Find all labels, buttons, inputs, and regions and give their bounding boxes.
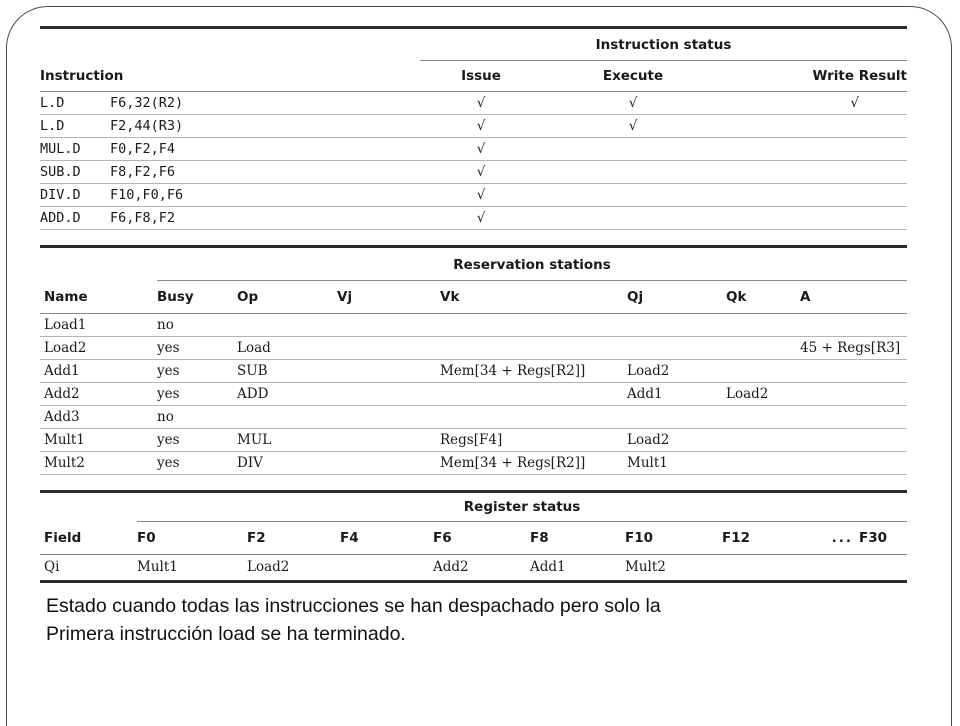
instruction-row <box>40 161 907 184</box>
rs-busy-cell: yes <box>157 337 237 360</box>
execute-check: √ <box>542 115 724 138</box>
instruction-row <box>40 184 907 207</box>
register-header-f8: F8 <box>530 522 625 555</box>
register-qi-cell: Mult2 <box>625 559 666 575</box>
col-header-qj: Qj <box>627 281 726 314</box>
register-header-f6: F6 <box>433 522 530 555</box>
write-check <box>724 207 907 230</box>
register-header-f12: F12 <box>722 522 812 555</box>
rs-a-cell <box>800 360 907 383</box>
rs-qj-cell <box>627 406 726 429</box>
instruction-operands: F10,F0,F6 <box>110 187 184 203</box>
register-qi-label: Qi <box>44 559 60 575</box>
instruction-row <box>40 207 907 230</box>
rs-op-cell <box>237 314 337 337</box>
rs-vk-cell <box>440 337 627 360</box>
rs-vj-cell <box>337 406 440 429</box>
issue-check: √ <box>420 184 542 207</box>
instruction-status-title: Instruction status <box>420 30 907 61</box>
reservation-station-row <box>40 314 907 337</box>
rs-op-cell: Load <box>237 337 337 360</box>
register-qi-cell <box>859 555 907 580</box>
rs-op-cell: SUB <box>237 360 337 383</box>
caption-line-1: Estado cuando todas las instrucciones se han despachado pero solo la <box>46 595 661 617</box>
instruction-row <box>40 92 907 115</box>
register-status-title: Register status <box>137 493 907 522</box>
rs-op-cell: DIV <box>237 452 337 475</box>
register-header-f2: F2 <box>247 522 340 555</box>
rs-name-cell: Mult2 <box>40 452 157 475</box>
rs-busy-cell: no <box>157 314 237 337</box>
register-header-f10: F10 <box>625 522 722 555</box>
register-qi-cell: Add2 <box>433 559 469 575</box>
write-check <box>724 115 907 138</box>
reservation-station-row <box>40 452 907 475</box>
rs-busy-cell: yes <box>157 360 237 383</box>
register-qi-cell: Mult1 <box>137 559 178 575</box>
col-header-instruction: Instruction <box>40 61 420 92</box>
rs-qk-cell <box>726 337 800 360</box>
col-header-write-result: Write Result <box>724 61 907 92</box>
rs-qk-cell <box>726 360 800 383</box>
instruction-cell <box>40 184 420 207</box>
col-header-op: Op <box>237 281 337 314</box>
rs-qk-cell <box>726 314 800 337</box>
reservation-station-row <box>40 337 907 360</box>
rs-a-cell <box>800 452 907 475</box>
instruction-opcode: L.D <box>40 95 65 111</box>
register-status-bottom-rule <box>40 580 907 583</box>
instruction-opcode: SUB.D <box>40 164 81 180</box>
register-qi-row <box>40 555 907 580</box>
reservation-stations-title: Reservation stations <box>157 250 907 281</box>
register-status-body <box>40 555 907 580</box>
rs-qk-cell: Load2 <box>726 383 800 406</box>
rs-qj-cell <box>627 314 726 337</box>
register-status-table <box>40 493 907 579</box>
register-qi-cell: Add1 <box>530 559 566 575</box>
register-qi-cell <box>722 555 812 580</box>
instruction-operands: F0,F2,F4 <box>110 141 176 157</box>
col-header-qk: Qk <box>726 281 800 314</box>
rs-qj-cell: Load2 <box>627 360 726 383</box>
rs-name-cell: Load1 <box>40 314 157 337</box>
execute-check <box>542 161 724 184</box>
rs-qj-cell: Add1 <box>627 383 726 406</box>
col-header-vk: Vk <box>440 281 627 314</box>
write-check <box>724 138 907 161</box>
rs-vk-cell <box>440 383 627 406</box>
rs-a-cell <box>800 314 907 337</box>
reservation-station-row <box>40 360 907 383</box>
col-header-name: Name <box>40 281 157 314</box>
rs-vk-cell: Mem[34 + Regs[R2]] <box>440 452 627 475</box>
rs-qj-cell: Load2 <box>627 429 726 452</box>
col-header-issue: Issue <box>420 61 542 92</box>
instruction-opcode: DIV.D <box>40 187 81 203</box>
register-header-f30: F30 <box>859 522 907 555</box>
write-check: √ <box>724 92 907 115</box>
instruction-row <box>40 138 907 161</box>
rs-name-cell: Add3 <box>40 406 157 429</box>
reservation-station-row <box>40 429 907 452</box>
rs-qj-cell: Mult1 <box>627 452 726 475</box>
rs-vj-cell <box>337 314 440 337</box>
col-header-vj: Vj <box>337 281 440 314</box>
reservation-stations-body <box>40 314 907 475</box>
instruction-opcode: ADD.D <box>40 210 81 226</box>
rs-qk-cell <box>726 452 800 475</box>
rs-vk-cell: Mem[34 + Regs[R2]] <box>440 360 627 383</box>
register-status-header-row <box>40 522 907 555</box>
rs-vk-cell: Regs[F4] <box>440 429 627 452</box>
col-header-execute: Execute <box>542 61 724 92</box>
rs-op-cell <box>237 406 337 429</box>
instruction-operands: F6,32(R2) <box>110 95 184 111</box>
issue-check: √ <box>420 138 542 161</box>
instruction-opcode: MUL.D <box>40 141 81 157</box>
rs-vj-cell <box>337 337 440 360</box>
execute-check <box>542 138 724 161</box>
register-qi-cell <box>340 555 433 580</box>
execute-check <box>542 207 724 230</box>
write-check <box>724 184 907 207</box>
register-qi-cell <box>812 555 859 580</box>
rs-a-cell: 45 + Regs[R3] <box>800 337 907 360</box>
rs-qj-cell <box>627 337 726 360</box>
rs-vj-cell <box>337 429 440 452</box>
col-header-a: A <box>800 281 907 314</box>
rs-a-cell <box>800 429 907 452</box>
register-qi-cell: Load2 <box>247 559 290 575</box>
instruction-opcode: L.D <box>40 118 65 134</box>
instruction-cell <box>40 92 420 115</box>
rs-busy-cell: yes <box>157 452 237 475</box>
register-header-f0: F0 <box>137 522 247 555</box>
register-field-label: Field <box>40 522 137 555</box>
rs-vj-cell <box>337 383 440 406</box>
rs-busy-cell: yes <box>157 429 237 452</box>
col-header-busy: Busy <box>157 281 237 314</box>
reservation-stations-table <box>40 250 907 475</box>
rs-qk-cell <box>726 406 800 429</box>
rs-op-cell: ADD <box>237 383 337 406</box>
instruction-row <box>40 115 907 138</box>
instruction-operands: F6,F8,F2 <box>110 210 176 226</box>
instruction-status-top-rule <box>40 26 907 29</box>
register-header-f4: F4 <box>340 522 433 555</box>
issue-check: √ <box>420 161 542 184</box>
rs-name-cell: Add2 <box>40 383 157 406</box>
execute-check <box>542 184 724 207</box>
instruction-cell <box>40 161 420 184</box>
rs-a-cell <box>800 383 907 406</box>
rs-vj-cell <box>337 360 440 383</box>
rs-name-cell: Load2 <box>40 337 157 360</box>
rs-qk-cell <box>726 429 800 452</box>
rs-vj-cell <box>337 452 440 475</box>
rs-name-cell: Add1 <box>40 360 157 383</box>
rs-a-cell <box>800 406 907 429</box>
instruction-cell <box>40 138 420 161</box>
rs-vk-cell <box>440 406 627 429</box>
issue-check: √ <box>420 92 542 115</box>
register-header-ellipsis: ... <box>812 522 859 555</box>
instruction-operands: F2,44(R3) <box>110 118 184 134</box>
reservation-station-row <box>40 383 907 406</box>
instruction-operands: F8,F2,F6 <box>110 164 176 180</box>
rs-vk-cell <box>440 314 627 337</box>
caption-line-2: Primera instrucción load se ha terminado. <box>46 623 406 645</box>
issue-check: √ <box>420 115 542 138</box>
instruction-status-table <box>40 30 907 230</box>
rs-name-cell: Mult1 <box>40 429 157 452</box>
instruction-status-body <box>40 92 907 230</box>
reservation-stations-top-rule <box>40 245 907 248</box>
reservation-stations-header-row <box>40 281 907 314</box>
rs-busy-cell: no <box>157 406 237 429</box>
reservation-station-row <box>40 406 907 429</box>
slide-caption <box>46 592 906 648</box>
execute-check: √ <box>542 92 724 115</box>
rs-op-cell: MUL <box>237 429 337 452</box>
issue-check: √ <box>420 207 542 230</box>
write-check <box>724 161 907 184</box>
rs-busy-cell: yes <box>157 383 237 406</box>
instruction-cell <box>40 207 420 230</box>
instruction-cell <box>40 115 420 138</box>
